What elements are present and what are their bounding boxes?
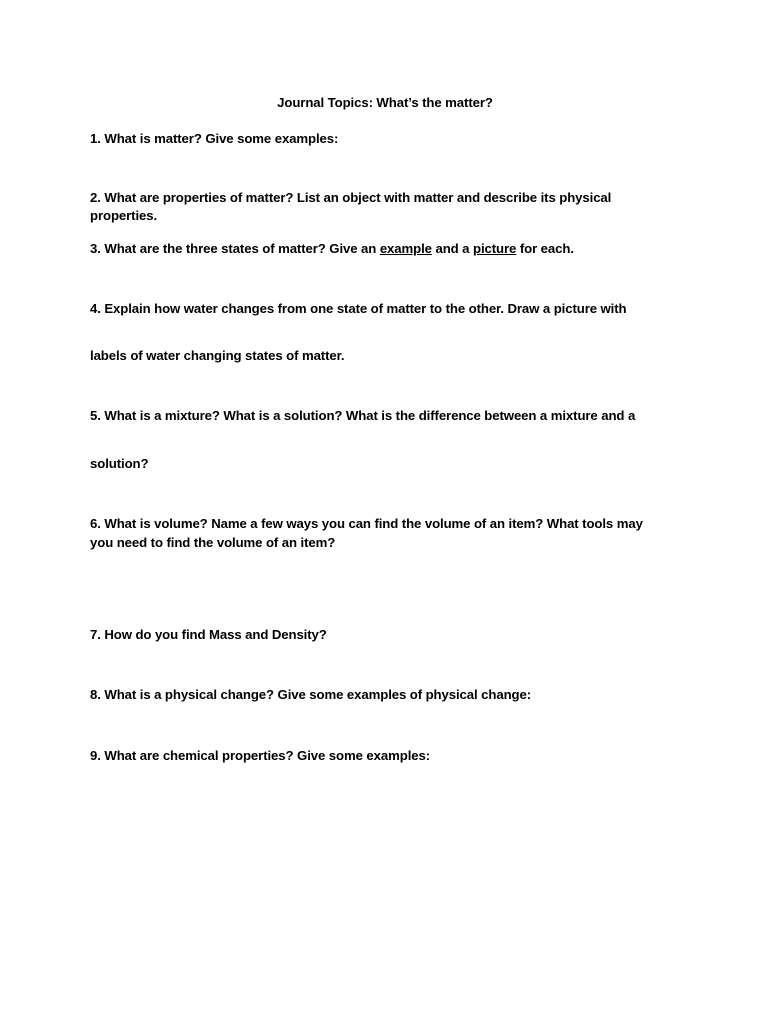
question-3 [90, 240, 574, 258]
question-3-text-3: for each. [516, 241, 574, 256]
question-5-line-1: 5. What is a mixture? What is a solution? What is the difference between a mixture and a [90, 408, 636, 423]
question-7: 7. How do you find Mass and Density? [90, 627, 327, 642]
question-6-line-1: 6. What is volume? Name a few ways you can find the volume of an item? What tools may [90, 516, 643, 531]
page-title: Journal Topics: What’s the matter? [277, 95, 493, 110]
question-8: 8. What is a physical change? Give some examples of physical change: [90, 687, 532, 702]
question-4-line-2: labels of water changing states of matter. [90, 348, 345, 363]
question-9: 9. What are chemical properties? Give some examples: [90, 748, 431, 763]
question-3-picture-word: picture [472, 241, 517, 256]
question-3-text-1: 3. What are the three states of matter? Give an [90, 241, 380, 256]
question-2-line-1: 2. What are properties of matter? List an object with matter and describe its physical [90, 190, 612, 205]
question-6-line-2: you need to find the volume of an item? [90, 535, 336, 550]
question-5-line-2: solution? [90, 456, 149, 471]
question-3-text-2: and a [431, 241, 473, 256]
question-1: 1. What is matter? Give some examples: [90, 131, 339, 146]
question-4-line-1: 4. Explain how water changes from one state of matter to the other. Draw a picture with [90, 301, 627, 316]
question-2-line-2: properties. [90, 208, 158, 223]
question-3-example-word: example [379, 241, 432, 256]
